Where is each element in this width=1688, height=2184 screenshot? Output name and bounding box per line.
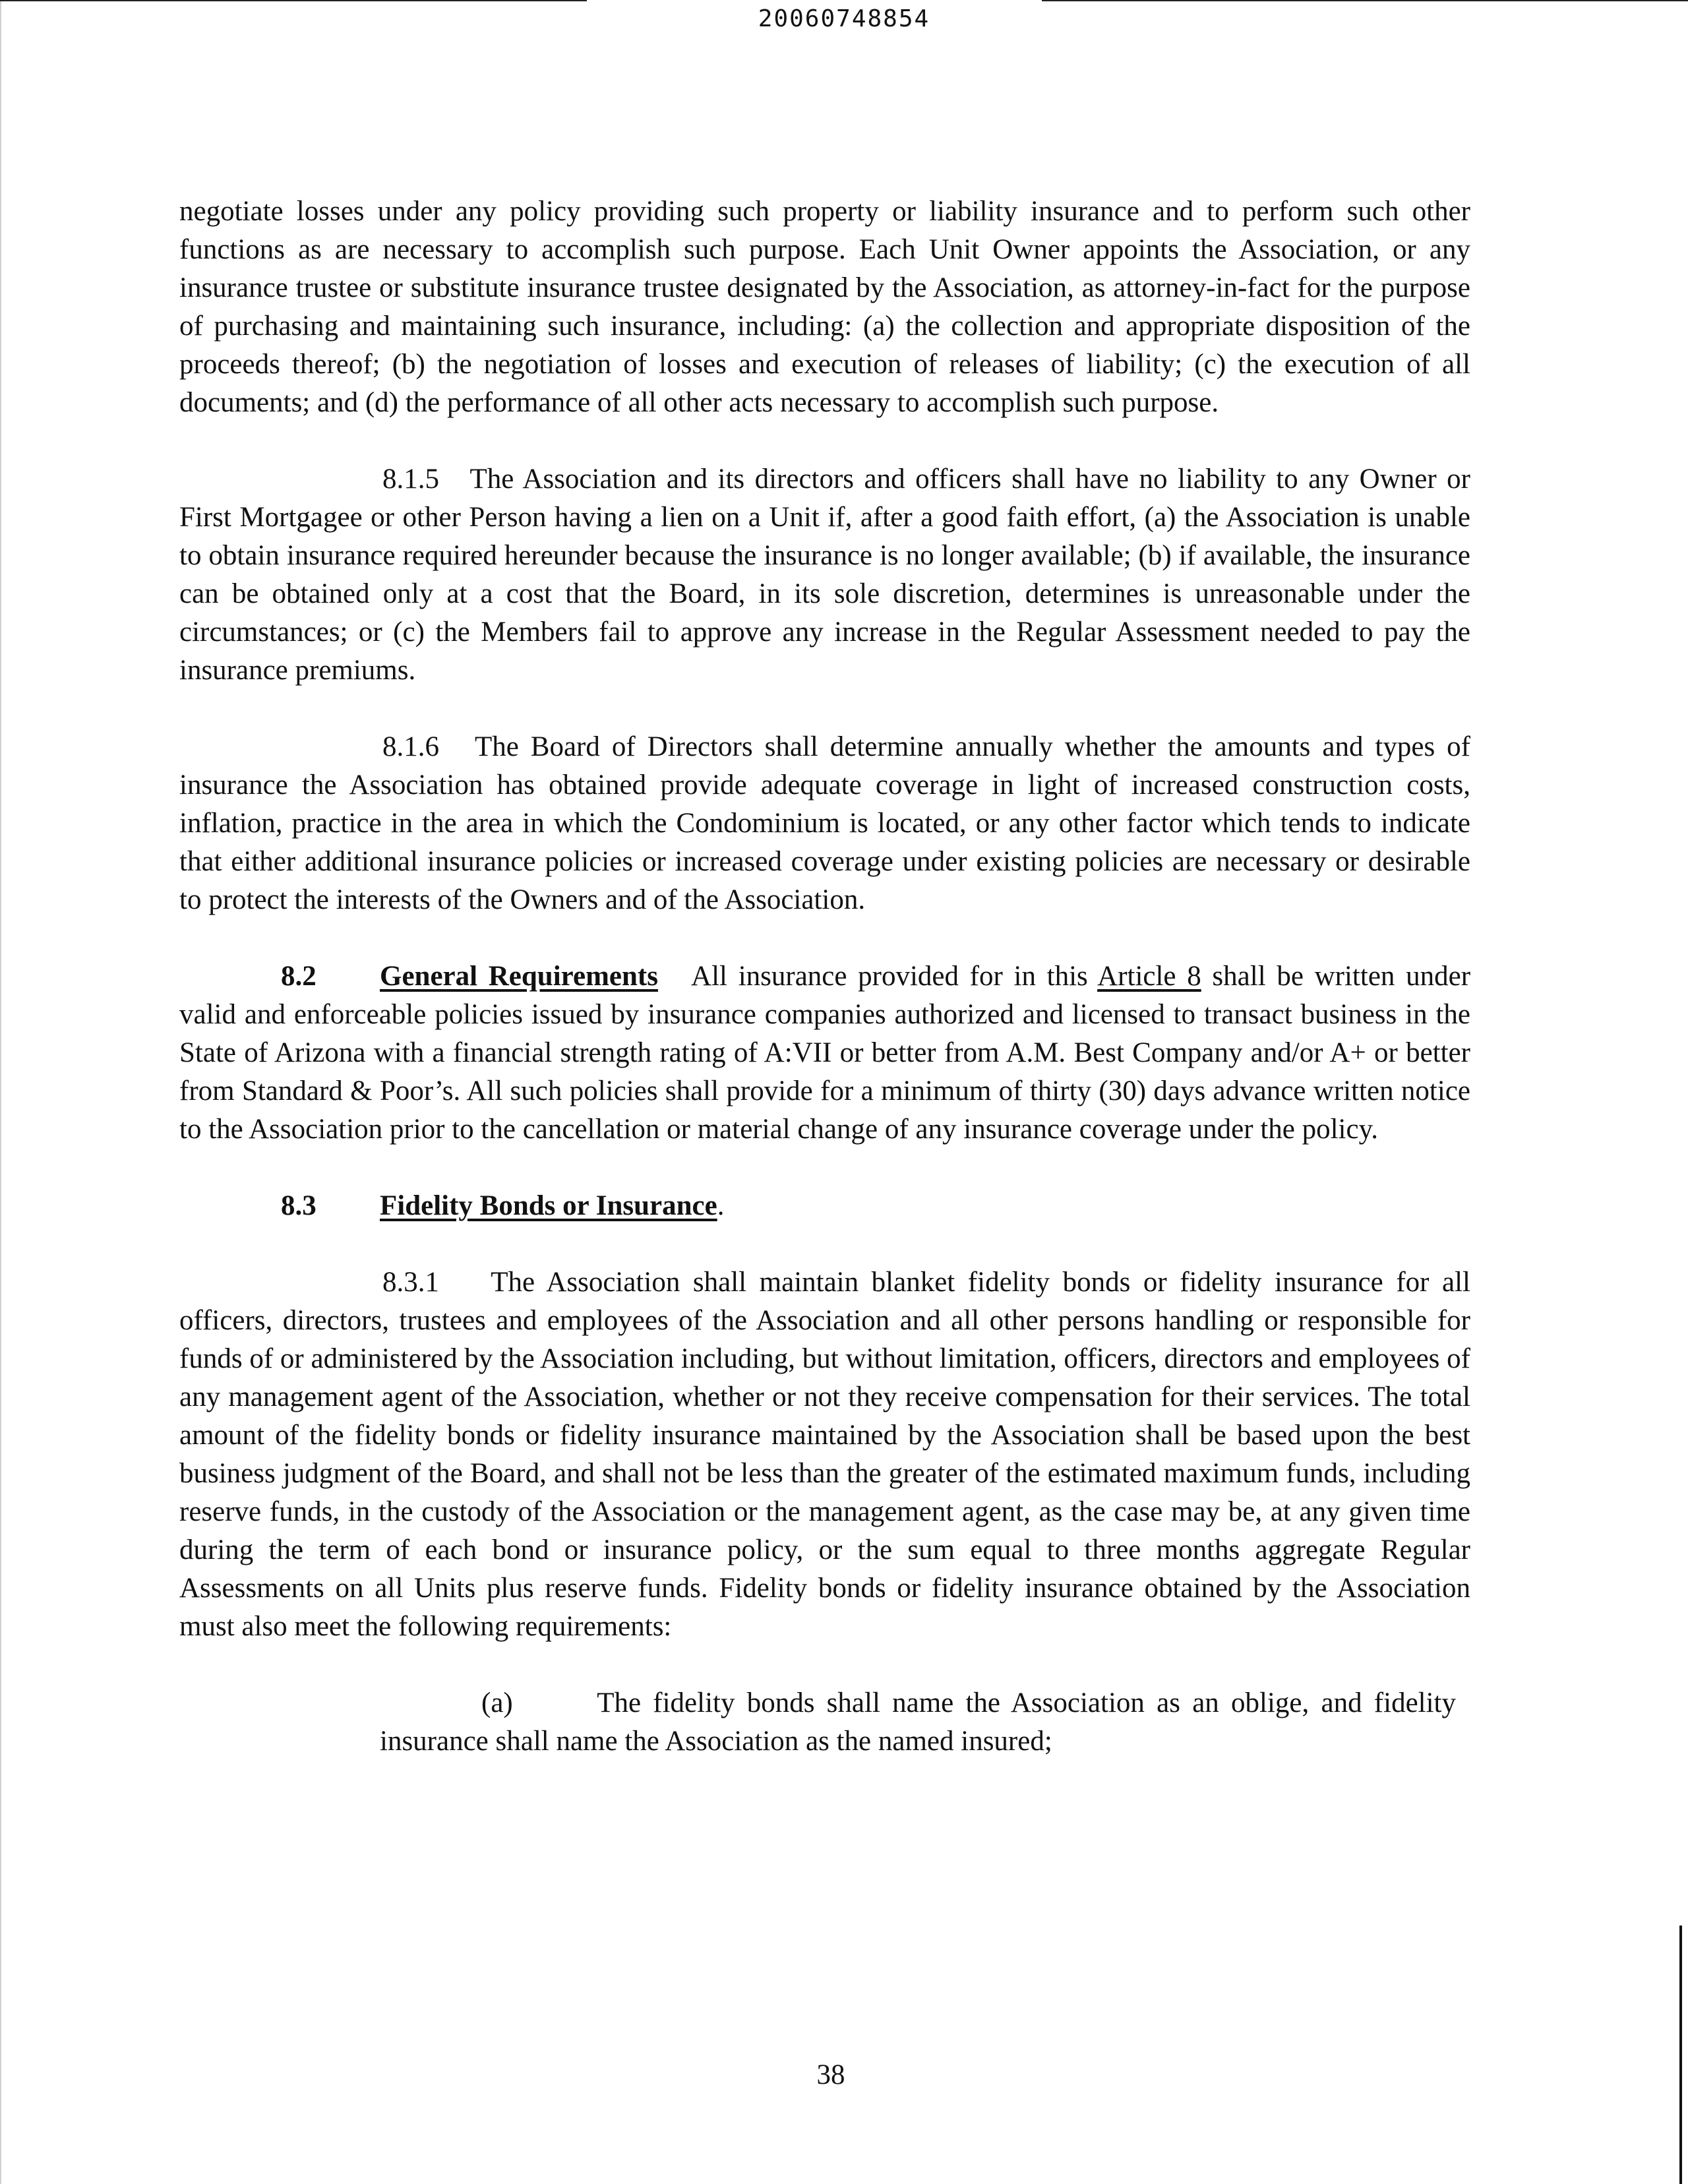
section-number: 8.2: [281, 961, 316, 992]
section-8-2: [179, 957, 1470, 1149]
list-item-text: The fidelity bonds shall name the Association as an oblige, and fidelity insurance shall name the Association as the named insured;: [380, 1687, 1456, 1757]
section-number: 8.1.6: [382, 731, 439, 762]
section-number: 8.3.1: [382, 1267, 439, 1298]
page-body: [179, 193, 1470, 1761]
section-text-b: shall be written under valid and enforceable policies issued by insurance companies authorized and licensed to transact business in the State of Arizona with a financial strength rating of A:VII or better from A.M. Best Company and/or A+ or better from Standard & Poor’s. All such policies shall provide for a minimum of thirty (30) days advance written notice to the Association prior to the cancellation or material change of any insurance coverage under the policy.: [179, 961, 1471, 1145]
left-scan-edge: [0, 0, 1, 2184]
section-8-1-6: [179, 728, 1470, 919]
section-text: The Association and its directors and officers shall have no liability to any Owner or First Mortgagee or other Person having a lien on a Unit if, after a good faith effort, (a) the Association is unable to obtain insurance required hereunder because the insurance is no longer available; (b) if available, the insurance can be obtained only at a cost that the Board, in its sole discretion, determines is unreasonable under the circumstances; or (c) the Members fail to approve any increase in the Regular Assessment needed to pay the insurance premiums.: [179, 464, 1471, 686]
list-item-label: (a): [481, 1687, 513, 1718]
section-heading: General Requirements: [380, 961, 658, 992]
section-8-3-1: [179, 1263, 1470, 1646]
right-scan-edge: [1679, 1926, 1682, 2184]
page-number: 38: [816, 2059, 845, 2090]
section-text: The Association shall maintain blanket fidelity bonds or fidelity insurance for all officers, directors, trustees and employees of the Association and all other persons handling or responsible for funds of or administered by the Association including, but without limitation, officers, directors and employees of any management agent of the Association, whether or not they receive compensation for their services. The total amount of the fidelity bonds or fidelity insurance maintained by the Association shall be based upon the best business judgment of the Board, and shall not be less than the greater of the estimated maximum funds, including reserve funds, in the custody of the Association or the management agent, as the case may be, at any given time during the term of each bond or insurance policy, or the sum equal to three months aggregate Regular Assessments on all Units plus reserve funds. Fidelity bonds or fidelity insurance obtained by the Association must also meet the following requirements:: [179, 1267, 1470, 1642]
section-heading: Fidelity Bonds or Insurance: [380, 1190, 717, 1221]
section-number: 8.3: [281, 1190, 316, 1221]
paragraph-continuation: negotiate losses under any policy providing such property or liability insurance and to perform such other functions as are necessary to accomplish such purpose. Each Unit Owner appoints the Association, or any insurance trustee or substitute insurance trustee designated by the Association, as attorney-in-fact for the purpose of purchasing and maintaining such insurance, including: (a) the collection and appropriate disposition of the proceeds thereof; (b) the negotiation of losses and execution of releases of liability; (c) the execution of all documents; and (d) the performance of all other acts necessary to accomplish such purpose.: [179, 196, 1470, 418]
document-number: 20060748854: [758, 5, 930, 32]
section-number: 8.1.5: [382, 464, 439, 495]
list-item-a: [380, 1684, 1456, 1761]
section-8-3: [179, 1187, 1470, 1225]
section-8-1-5: [179, 460, 1470, 690]
heading-period: .: [717, 1190, 725, 1221]
article-reference: Article 8: [1097, 961, 1201, 992]
section-text: The Board of Directors shall determine annually whether the amounts and types of insurance the Association has obtained provide adequate coverage in light of increased construction costs, inflation, practice in the area in which the Condominium is located, or any other factor which tends to indicate that either additional insurance policies or increased coverage under existing policies are necessary or desirable to protect the interests of the Owners and of the Association.: [179, 731, 1470, 915]
section-text-a: All insurance provided for in this: [691, 961, 1088, 992]
